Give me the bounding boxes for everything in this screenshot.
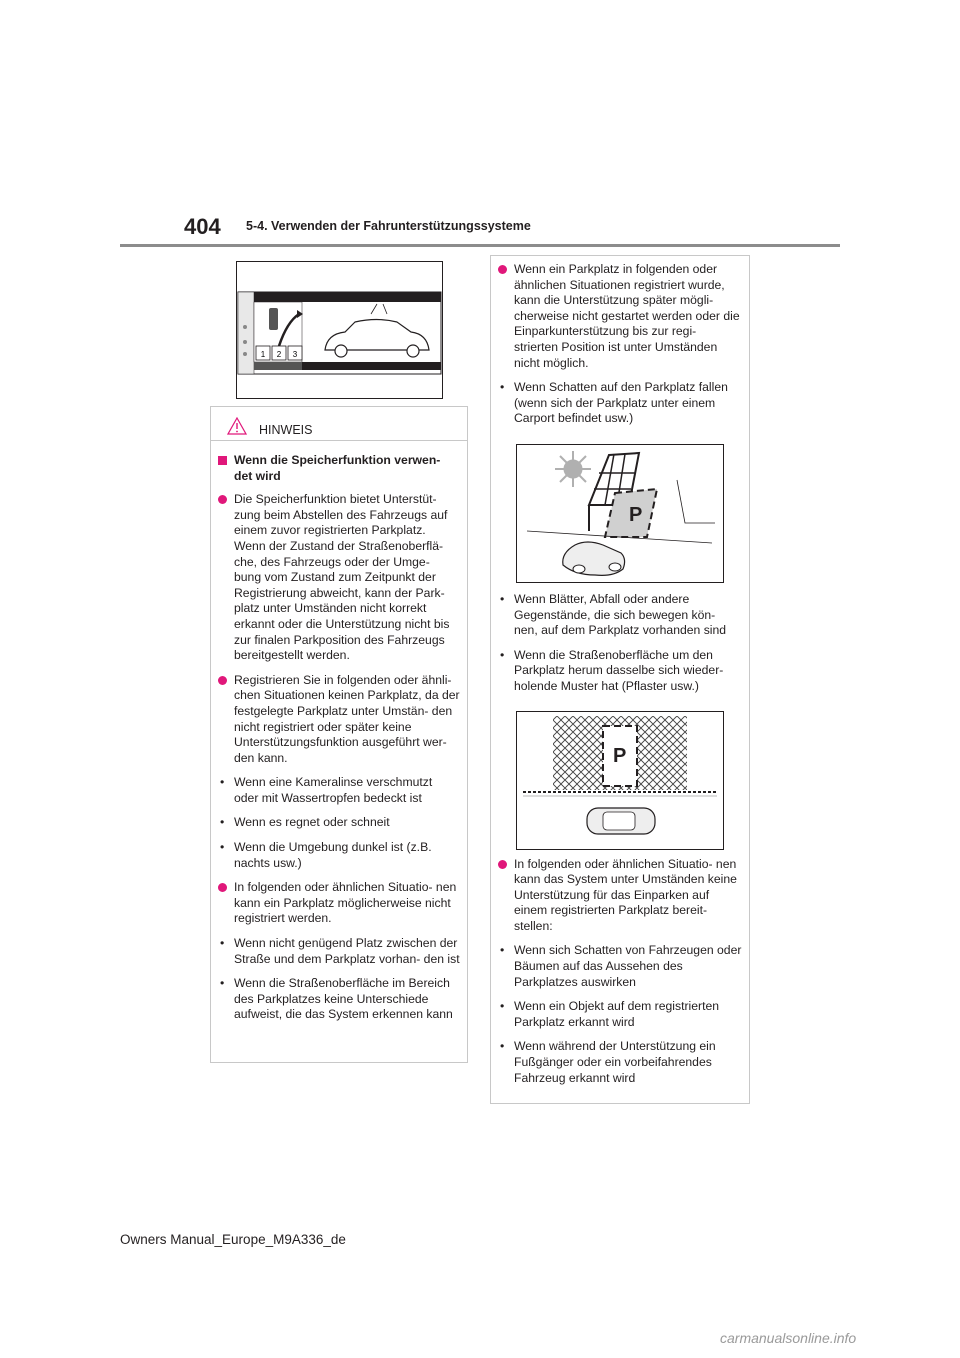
notice-sub-item-text: Wenn Schatten auf den Parkplatz fallen (wenn sich der Parkplatz unter einem Carport befindet usw.) [514,380,728,426]
notice-continuation-box [490,255,750,1104]
notice-bullet [214,492,460,664]
parking-memory-screen-figure [236,261,443,399]
section-title: 5-4. Verwenden der Fahrunterstützungssysteme [246,219,531,233]
car-icon [563,542,625,575]
sub-bullet-glyph: • [220,936,225,951]
notice-bullet-text: In folgenden oder ähnlichen Situatio- nen kann das System unter Umständen keine Unterstützung für das Einparken auf einem registrierten Parkplatz bereit- stellen: [514,856,737,933]
notice-sub-item-text: Wenn eine Kameralinse verschmutzt oder mit Wassertropfen bedeckt ist [234,775,433,805]
notice-bullet-text: Registrieren Sie in folgenden oder ähnli- chen Situationen keinen Parkplatz, da der festgelegte Parkplatz unter Umstän- den nicht registriert oder später keine Unterstützungsfunktion ausgeführt wer- den kann. [234,672,460,765]
round-bullet-icon [218,676,227,685]
notice-sub-item [494,648,742,695]
notice-bullet-text: Wenn ein Parkplatz in folgenden oder ähnlichen Situationen registriert wurde, kann die Unterstützung später mögli- cherweise nicht gestartet werden oder die Einparkunterstützung bis zur regi- strierten Position ist unter Umständen nicht möglich. [514,262,740,370]
carport-shadow-figure [516,444,724,583]
watermark: carmanualsonline.info [720,1330,857,1346]
notice-sub-item-text: Wenn die Straßenoberfläche um den Parkplatz herum dasselbe sich wieder- holende Muster hat (Pflaster usw.) [514,647,724,693]
sub-bullet-glyph: • [220,976,225,991]
sub-bullet-glyph: • [500,647,505,662]
notice-bullet [494,262,742,371]
sub-bullet-glyph: • [220,815,225,830]
notice-sub-item [214,775,460,806]
notice-sub-item [214,936,460,967]
sub-bullet-glyph: • [500,1039,505,1054]
notice-sub-item [214,815,460,831]
parking-sign: P [613,745,627,767]
notice-bullet-text: In folgenden oder ähnlichen Situatio- nen kann ein Parkplatz möglicherweise nicht registriert werden. [234,880,457,926]
sub-bullet-glyph: • [220,775,225,790]
square-bullet-icon [218,456,227,465]
sub-bullet-glyph: • [500,591,505,606]
sub-bullet-glyph: • [220,840,225,855]
notice-label: HINWEIS [259,423,313,437]
notice-heading [214,453,460,484]
slot-label-3: 3 [292,350,298,359]
notice-bullet [494,857,742,935]
sub-bullet-glyph: • [500,943,505,958]
notice-bullet [214,880,460,927]
notice-sub-item-text: Wenn sich Schatten von Fahrzeugen oder Bäumen auf das Aussehen des Parkplatzes auswirken [514,943,742,989]
notice-sub-item-text: Wenn die Umgebung dunkel ist (z.B. nachts usw.) [234,840,432,870]
notice-content [214,453,460,1032]
notice-sub-item-text: Wenn die Straßenoberfläche im Bereich des Parkplatzes keine Unterschiede aufweist, die das System erkennen kann [234,976,453,1022]
screen-illustration [237,262,442,398]
slot-label-2: 2 [276,350,282,359]
round-bullet-icon [498,265,507,274]
notice-box [210,406,468,1063]
sun-icon [555,451,591,487]
car-icon [587,808,655,834]
notice-sub-item [214,976,460,1023]
notice-bullet-text: Die Speicherfunktion bietet Unterstüt- zung beim Abstellen des Fahrzeugs auf einem zuvor registrierten Parkplatz. Wenn der Zustand der Straßenoberflä- che, des Fahrzeugs oder der Umge- bung vom Zustand zum Zeitpunkt der Registrierung abweicht, kann der Park- platz unter Umständen nicht korrekt erkannt oder die Unterstützung nicht bis zur finalen Parkposition des Fahrzeugs bereitgestellt werden. [234,492,450,663]
sub-bullet-glyph: • [500,999,505,1014]
notice-sub-item [494,1039,742,1086]
notice-heading-text: Wenn die Speicherfunktion verwen- det wird [234,453,441,483]
notice-sub-item-text: Wenn nicht genügend Platz zwischen der Straße und dem Parkplatz vorhan- den ist [234,936,460,966]
notice-sub-item [494,999,742,1030]
footer-document-id: Owners Manual_Europe_M9A336_de [120,1232,346,1247]
page-number: 404 [184,214,221,239]
notice-header [211,417,467,441]
carport-illustration [517,445,723,582]
notice-sub-item-text: Wenn ein Objekt auf dem registrierten Parkplatz erkannt wird [514,999,720,1029]
notice-sub-item [494,943,742,990]
round-bullet-icon [498,860,507,869]
notice-sub-item [494,380,742,427]
notice-sub-item-text: Wenn Blätter, Abfall oder andere Gegenstände, die sich bewegen kön- nen, auf dem Parkplatz vorhanden sind [514,591,727,638]
slot-label-1: 1 [260,350,266,359]
notice-sub-item [214,840,460,871]
parking-sign: P [629,504,643,526]
notice-continuation-content [494,262,742,1095]
round-bullet-icon [218,883,227,892]
sub-bullet-glyph: • [500,380,505,395]
paving-pattern-figure [516,711,724,850]
notice-sub-item-text: Wenn während der Unterstützung ein Fußgänger oder ein vorbeifahrendes Fahrzeug erkannt wird [514,1039,716,1085]
notice-sub-item-text: Wenn es regnet oder schneit [234,815,390,830]
warning-triangle-icon [227,417,247,435]
notice-bullet [214,673,460,767]
notice-sub-item [494,592,742,639]
notice-divider [211,440,467,441]
header-rule [120,244,840,247]
paving-illustration [517,712,723,849]
round-bullet-icon [218,495,227,504]
